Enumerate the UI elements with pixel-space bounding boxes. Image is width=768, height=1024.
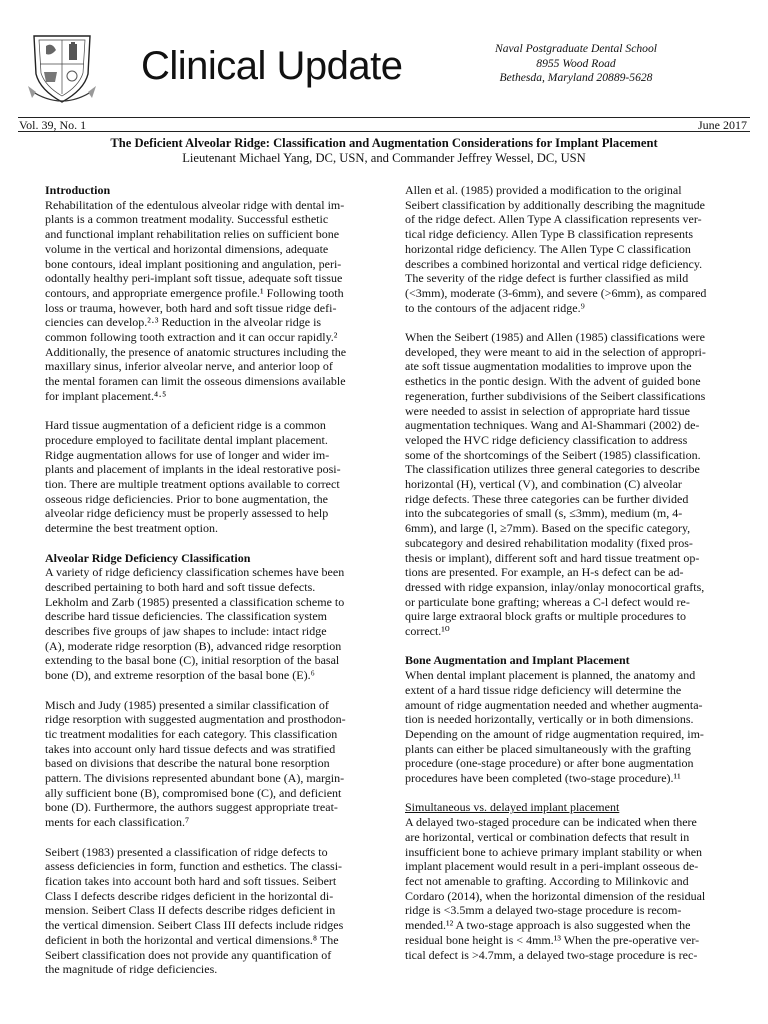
paragraph: Misch and Judy (1985) presented a similar classification of ridge resorption with suggested augmentation and prosthodon- tic treatment modalities for each category. This classification takes into account only hard tissue defects and was stratified based on divisions that describe the natural bone resorption pattern. The divisions represented abundant bone (A), margin- ally sufficient bone (B), compromised bone (C), and deficient bone (D). Furthermore, the authors suggest appropriate treat- ments for each classification.⁷ — [45, 697, 346, 830]
article-title: The Deficient Alveolar Ridge: Classification and Augmentation Considerations for Implant Placement — [110, 136, 658, 150]
paragraph: A variety of ridge deficiency classification schemes have been described pertaining to both hard and soft tissue defects. Lekholm and Zarb (1985) presented a classification scheme to describe hard tissue deficiencies. The classification system describes five groups of jaw shapes to include: intact ridge (A), moderate ridge resorption (B), advanced ridge resorption extending to the basal bone (C), initial resorption of the basal bone (D), and extreme resorption of the basal bone (E).⁶ — [45, 565, 345, 683]
right-column — [405, 183, 723, 977]
paragraph: A delayed two-staged procedure can be indicated when there are horizontal, vertical or combination defects that result in insufficient bone to achieve primary implant stability or when implant placement would result in a peri-implant osseous de- fect not amenable to grafting. According to Milinkovic and Cordaro (2014), when the horizontal dimension of the residual ridge is <3.5mm a delayed two-stage procedure is recom- mended.¹² A two-stage approach is also suggested when the residual bone height is < 4mm.¹³ When the pre-operative ver- tical defect is >4.7mm, a delayed two-stage procedure is rec- — [405, 815, 706, 962]
address-line-2: 8955 Wood Road — [536, 56, 616, 70]
address-line-3: Bethesda, Maryland 20889-5628 — [499, 71, 653, 84]
paragraph: Hard tissue augmentation of a deficient ridge is a common procedure employed to facilitate dental implant placement. Ridge augmentation allows for use of longer and wider im- plants and placement of implants in the ideal restorative posi- tion. There are multiple treatment options available to correct osseous ridge deficiencies. Prior to bone augmentation, the alveolar ridge deficiency must be properly assessed to help determine the best treatment option. — [45, 418, 341, 536]
paragraph: When the Seibert (1985) and Allen (1985) classifications were developed, they were meant to aid in the selection of appropri- ate soft tissue augmentation modalities to improve upon the esthetics in the pontic design. With the advent of guided bone regeneration, further subdivisions of the Seibert classifications were needed to assist in selection of appropriate hard tissue augmentation techniques. Wang and Al-Shammari (2002) de- veloped the HVC ridge deficiency classification to address some of the shortcomings of the Seibert (1985) classification. The classification utilizes three general categories to describe horizontal (H), vertical (V), and combination (C) alveolar ridge defects. These three categories can be further divided into the subcategories of small (s, ≤3mm), medium (m, 4- 6mm), and large (l, ≥7mm). Based on the specific category, subcategory and desired rehabilitation modality (fixed pros- thesis or implant), different soft and hard tissue treatment op- tions are presented. For example, an H-s defect can be ad- dressed with ridge expansion, inlay/onlay monocortical grafts, or particulate bone grafting; whereas a C-l defect would re- quire large extraoral block grafts or multiple procedures to correct.¹⁰ — [405, 330, 706, 639]
masthead-title: Clinical Update — [141, 44, 403, 88]
volume-number: Vol. 39, No. 1 — [19, 118, 87, 132]
paragraph: When dental implant placement is planned, the anatomy and extent of a hard tissue ridge deficiency will determine the amount of ridge augmentation needed and whether augmenta- tion is needed horizontally, vertically or in both dimensions. Depending on the amount of ridge augmentation required, im- plants can either be placed simultaneously with the grafting procedure (one-stage procedure) or after bone augmentation procedures have been completed (two-stage procedure).¹¹ — [405, 668, 704, 786]
section-heading-introduction: Introduction — [45, 183, 111, 197]
article-authors: Lieutenant Michael Yang, DC, USN, and Commander Jeffrey Wessel, DC, USN — [182, 151, 586, 165]
issue-date: June 2017 — [698, 118, 747, 132]
school-seal-logo — [24, 28, 100, 108]
bone-augmentation-section — [405, 653, 723, 785]
intro-section — [45, 183, 363, 404]
left-column — [45, 183, 363, 992]
section-heading-classification: Alveolar Ridge Deficiency Classification — [45, 550, 251, 565]
school-address — [446, 42, 706, 86]
simultaneous-section — [405, 800, 723, 962]
header-bottom-rule — [18, 131, 750, 132]
subheading-simultaneous-vs-delayed: Simultaneous vs. delayed implant placement — [405, 800, 620, 815]
paragraph: Allen et al. (1985) provided a modification to the original Seibert classification by additionally describing the magnitude of the ridge defect. Allen Type A classification represents ver- tical ridge deficiency. Allen Type B classification represents horizontal ridge deficiency. The Allen Type C classification describes a combined horizontal and vertical ridge deficiency. The severity of the ridge defect is further classified as mild (<3mm), moderate (3-6mm), and severe (>6mm), as compared to the contours of the adjacent ridge.⁹ — [405, 183, 707, 315]
section-heading-bone-augmentation: Bone Augmentation and Implant Placement — [405, 653, 630, 668]
classification-section — [45, 551, 363, 683]
paragraph: Rehabilitation of the edentulous alveolar ridge with dental im- plants is a common treatment modality. Successful esthetic and functional implant rehabilitation relies on sufficient bone volume in the vertical and horizontal dimensions, adequate bone contours, ideal implant positioning and angulation, peri- odontally healthy peri-implant soft tissue, adequate soft tissue contours, and appropriate emergence profile.¹ Following tooth loss or trauma, however, both hard and soft tissue ridge defi- ciencies can develop.²·³ Reduction in the alveolar ridge is common following tooth extraction and it can occur rapidly.² Additionally, the presence of anatomic structures including the maxillary sinus, inferior alveolar nerve, and anterior loop of the mental foramen can limit the osseous dimensions available for implant placement.⁴·⁵ — [45, 197, 347, 403]
header-top-rule — [18, 117, 750, 118]
address-line-1: Naval Postgraduate Dental School — [495, 42, 657, 55]
paragraph: Seibert (1983) presented a classification of ridge defects to assess deficiencies in form, function and esthetics. The classi- fication takes into account both hard and soft tissues. Seibert Class I defects describe ridges deficient in the horizontal di- mension. Seibert Class II defects describe ridges deficient in the vertical dimension. Seibert Class III defects include ridges deficient in both the horizontal and vertical dimensions.⁸ The Seibert classification does not provide any quantification of the magnitude of ridge deficiencies. — [45, 844, 344, 977]
